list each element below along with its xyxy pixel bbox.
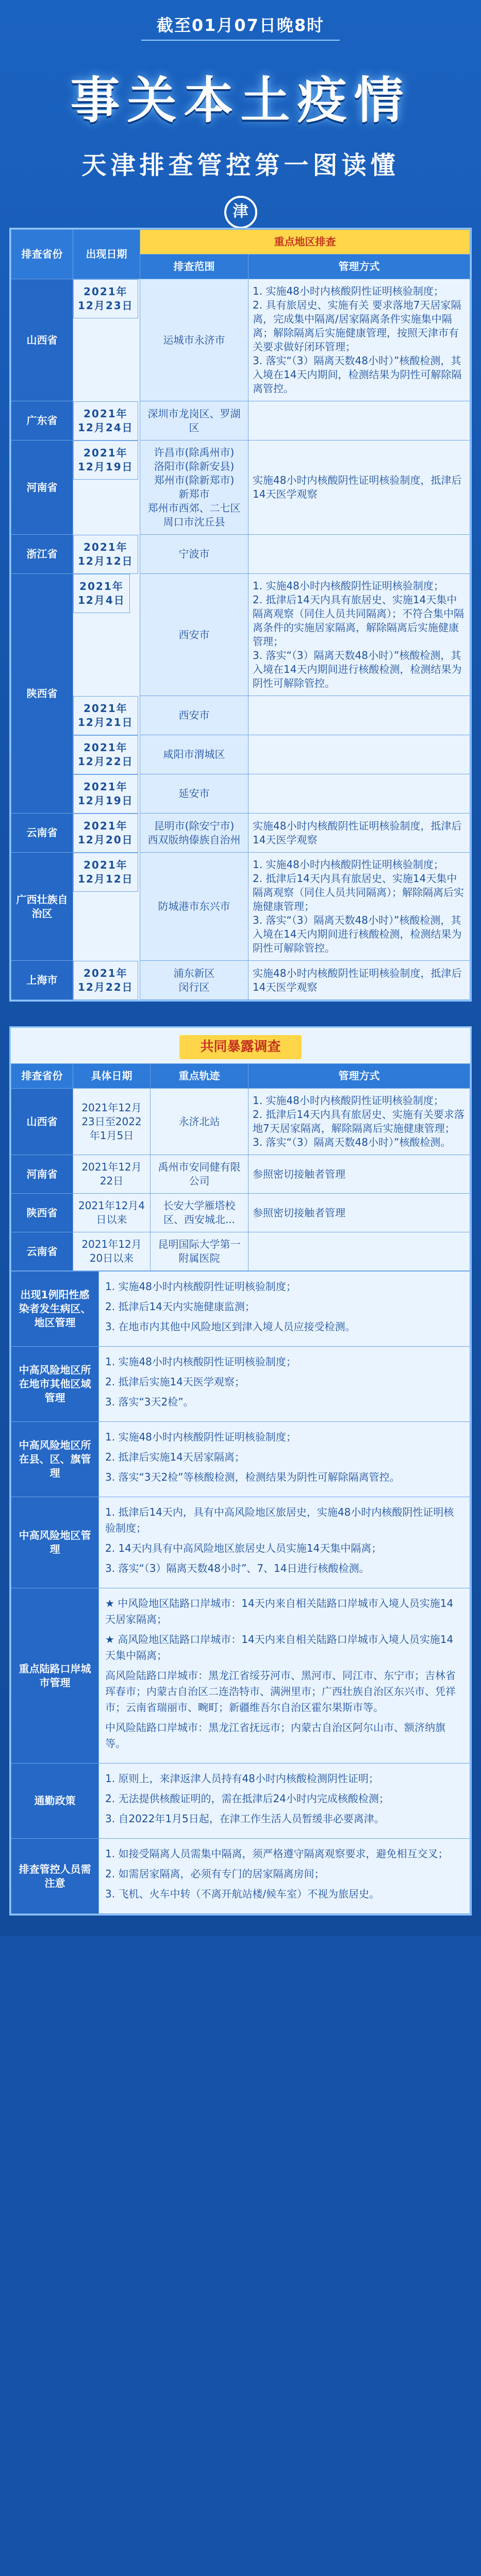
table-row bbox=[11, 1232, 470, 1271]
province-cell: 陕西省 bbox=[11, 574, 73, 814]
date-cell: 2021年 12月19日 bbox=[73, 440, 138, 480]
point-cell: 永济北站 bbox=[151, 1089, 248, 1155]
area-cell: 延安市 bbox=[140, 774, 248, 814]
date-cell: 2021年 12月23日 bbox=[73, 279, 138, 318]
date-cell: 2021年12月4日以来 bbox=[73, 1194, 151, 1232]
measure-cell bbox=[248, 1232, 470, 1271]
policy-paragraph: 2. 如需居家隔离，必须有专门的居家隔离房间； bbox=[105, 1868, 325, 1880]
policy-paragraph: 高风险陆路口岸城市：黑龙江省绥芬河市、黑河市、同江市、东宁市；吉林省珲春市；内蒙古自治区二连浩特市、满洲里市；广西壮族自治区东兴市、凭祥市；云南省瑞丽市、畹町；新疆维吾尔自治区霍尔果斯市等。 bbox=[105, 1669, 456, 1714]
date-cell: 2021年12月20日以来 bbox=[73, 1232, 151, 1271]
point-cell: 禹州市安同健有限公司 bbox=[151, 1155, 248, 1194]
policy-paragraph: 1. 抵津后14天内，具有中高风险地区旅居史，实施48小时内核酸阴性证明核验制度； bbox=[105, 1506, 454, 1535]
measure-cell bbox=[248, 401, 470, 440]
col-date: 出现日期 bbox=[73, 230, 140, 279]
section-exposure bbox=[9, 1026, 472, 1916]
date-cell: 2021年 12月20日 bbox=[73, 814, 138, 853]
measure-cell: 实施48小时内核酸阴性证明核验制度，抵津后14天医学观察 bbox=[248, 440, 470, 535]
date-cell: 2021年 12月21日 bbox=[73, 696, 138, 735]
province-cell: 云南省 bbox=[11, 814, 73, 853]
col-point-2: 重点轨迹 bbox=[151, 1064, 248, 1089]
policy-paragraph: 3. 飞机、火车中转（不离开航站楼/候车室）不视为旅居史。 bbox=[105, 1888, 380, 1901]
policy-paragraph: 3. 落实“3天2检”。 bbox=[105, 1396, 194, 1409]
policy-row bbox=[11, 1347, 470, 1422]
measure-cell bbox=[248, 774, 470, 814]
table-row bbox=[11, 1155, 470, 1194]
table-row bbox=[11, 961, 470, 1000]
date-cell: 2021年 12月12日 bbox=[73, 535, 138, 574]
policy-text bbox=[99, 1588, 470, 1764]
table-row bbox=[11, 574, 470, 696]
area-cell: 西安市 bbox=[140, 696, 248, 735]
policy-row bbox=[11, 1839, 470, 1914]
policy-paragraph: 2. 抵津后实施14天居家隔离； bbox=[105, 1451, 245, 1464]
policy-table bbox=[11, 1271, 470, 1914]
area-cell: 宁波市 bbox=[140, 535, 248, 574]
policy-paragraph: 1. 实施48小时内核酸阴性证明核验制度； bbox=[105, 1280, 296, 1293]
measure-cell: 1. 实施48小时内核酸阴性证明核验制度； 2. 抵津后14天内具有旅居史、实施有关要求落地7天居家隔离，解除隔离后实施健康管理； 3. 落实“（3）隔离天数48小时）”核酸检测。 bbox=[248, 1089, 470, 1155]
table-row bbox=[11, 401, 470, 440]
area-cell: 昆明市(除安宁市) 西双版纳傣族自治州 bbox=[140, 814, 248, 853]
section-key-areas bbox=[9, 228, 472, 1002]
table-row bbox=[11, 535, 470, 574]
policy-row bbox=[11, 1497, 470, 1588]
date-cell: 2021年 12月19日 bbox=[73, 774, 138, 814]
measure-cell bbox=[248, 535, 470, 574]
zone-header: 重点地区排查 bbox=[140, 230, 470, 255]
header bbox=[0, 11, 481, 228]
col-measure-2: 管理方式 bbox=[248, 1064, 470, 1089]
date-cell: 2021年 12月12日 bbox=[73, 853, 138, 892]
policy-paragraph: 中风险陆路口岸城市：黑龙江省抚远市；内蒙古自治区阿尔山市、额济纳旗等。 bbox=[105, 1721, 445, 1750]
province-cell: 浙江省 bbox=[11, 535, 73, 574]
table-row bbox=[11, 1089, 470, 1155]
measure-cell: 1. 实施48小时内核酸阴性证明核验制度； 2. 具有旅居史、实施有关 要求落地7天居家隔离，完成集中隔离/居家隔离条件实施集中隔离；解除隔离后实施健康管理，按照天津市有关要求做好闭环管理； 3. 落实“（3）隔离天数48小时）”核酸检测，其入境在14天内期间，检测结果为阴性可解除隔离管控。 bbox=[248, 279, 470, 401]
col-measure: 管理方式 bbox=[248, 255, 470, 279]
measure-cell: 参照密切接触者管理 bbox=[248, 1155, 470, 1194]
policy-text bbox=[99, 1347, 470, 1422]
col-date-2: 具体日期 bbox=[73, 1064, 151, 1089]
policy-paragraph: 3. 落实“（3）隔离天数48小时”、7、14日进行核酸检测。 bbox=[105, 1562, 370, 1575]
date-cell: 2021年 12月22日 bbox=[73, 735, 138, 774]
date-cell: 2021年 12月4日 bbox=[73, 574, 130, 613]
policy-paragraph: 2. 无法提供核酸证明的，需在抵津后24小时内完成核酸检测； bbox=[105, 1792, 389, 1805]
policy-label: 排查管控人员需注意 bbox=[11, 1839, 99, 1914]
province-cell: 云南省 bbox=[11, 1232, 73, 1271]
table-row bbox=[11, 735, 470, 774]
table-row bbox=[11, 853, 470, 961]
province-cell: 广东省 bbox=[11, 401, 73, 440]
policy-paragraph: 2. 抵津后14天内实施健康监测； bbox=[105, 1300, 255, 1313]
table-row bbox=[11, 814, 470, 853]
footer-space bbox=[0, 1916, 481, 1936]
table-row bbox=[11, 1194, 470, 1232]
measure-cell: 1. 实施48小时内核酸阴性证明核验制度； 2. 抵津后14天内具有旅居史、实施14天集中隔离观察（同住人员共同隔离）；解除隔离后实施健康管理； 3. 落实“（3）隔离天数48小时）”核酸检测，其入境在14天内期间进行核酸检测，检测结果为阴性可解除管控。 bbox=[248, 853, 470, 961]
col-province-2: 排查省份 bbox=[11, 1064, 73, 1089]
province-cell: 广西壮族自治区 bbox=[11, 853, 73, 961]
policy-paragraph: 1. 实施48小时内核酸阴性证明核验制度； bbox=[105, 1431, 296, 1444]
key-areas-table bbox=[11, 229, 470, 1000]
measure-cell: 实施48小时内核酸阴性证明核验制度，抵津后14天医学观察 bbox=[248, 814, 470, 853]
area-cell: 深圳市龙岗区、罗湖区 bbox=[140, 401, 248, 440]
policy-paragraph: 3. 在地市内其他中风险地区到津入境人员应接受检测。 bbox=[105, 1320, 356, 1333]
policy-label: 中高风险地区所在县、区、旗管理 bbox=[11, 1422, 99, 1497]
policy-text bbox=[99, 1422, 470, 1497]
area-cell: 运城市永济市 bbox=[140, 279, 248, 401]
col-province: 排查省份 bbox=[11, 230, 73, 279]
date-line: 截至01月07日晚8时 bbox=[141, 11, 340, 41]
table-row bbox=[11, 696, 470, 735]
policy-text bbox=[99, 1764, 470, 1839]
policy-row bbox=[11, 1764, 470, 1839]
policy-label: 中高风险地区管理 bbox=[11, 1497, 99, 1588]
policy-paragraph: ★ 高风险地区陆路口岸城市：14天内来自相关陆路口岸城市入境人员实施14天集中隔离； bbox=[105, 1633, 454, 1662]
exposure-table bbox=[11, 1063, 470, 1271]
exposure-banner bbox=[11, 1028, 470, 1063]
policy-paragraph: 3. 落实“3天2检”等核酸检测，检测结果为阴性可解除隔离管控。 bbox=[105, 1471, 400, 1484]
province-cell: 河南省 bbox=[11, 440, 73, 535]
point-cell: 长安大学雁塔校区、西安城北... bbox=[151, 1194, 248, 1232]
measure-cell: 实施48小时内核酸阴性证明核验制度，抵津后14天医学观察 bbox=[248, 961, 470, 1000]
policy-paragraph: 1. 实施48小时内核酸阴性证明核验制度； bbox=[105, 1355, 296, 1368]
policy-paragraph: 2. 14天内具有中高风险地区旅居史人员实施14天集中隔离； bbox=[105, 1542, 382, 1555]
area-cell: 咸阳市渭城区 bbox=[140, 735, 248, 774]
table-row bbox=[11, 279, 470, 401]
policy-paragraph: 1. 如接受隔离人员需集中隔离，须严格遵守隔离观察要求，避免相互交叉； bbox=[105, 1848, 449, 1860]
logo-badge: 津 bbox=[224, 196, 257, 229]
measure-cell: 1. 实施48小时内核酸阴性证明核验制度； 2. 抵津后14天内具有旅居史、实施14天集中隔离观察（同住人员共同隔离）；不符合集中隔离条件的实施居家隔离，解除隔离后实施健康管理； 3. 落实“（3）隔离天数48小时）”核酸检测，其入境在14天内期间进行核酸检测，检测结果为阴性可解除管控。 bbox=[248, 574, 470, 696]
policy-paragraph: 1. 原则上，来津返津人员持有48小时内核酸检测阴性证明； bbox=[105, 1772, 379, 1785]
policy-row bbox=[11, 1422, 470, 1497]
date-cell: 2021年 12月22日 bbox=[73, 961, 138, 1000]
province-cell: 河南省 bbox=[11, 1155, 73, 1194]
area-cell: 许昌市(除禹州市) 洛阳市(除新安县) 郑州市(除新郑市) 新郑市 郑州市西郊、二七区 周口市沈丘县 bbox=[140, 440, 248, 535]
table-row bbox=[11, 440, 470, 535]
policy-paragraph: 3. 自2022年1月5日起，在津工作生活人员暂缓非必要离津。 bbox=[105, 1812, 385, 1825]
page-subtitle: 天津排查管控第一图读懂 bbox=[81, 150, 400, 180]
date-cell: 2021年 12月24日 bbox=[73, 401, 138, 440]
date-cell: 2021年12月22日 bbox=[73, 1155, 151, 1194]
policy-text bbox=[99, 1497, 470, 1588]
province-cell: 山西省 bbox=[11, 1089, 73, 1155]
measure-cell bbox=[248, 735, 470, 774]
policy-label: 重点陆路口岸城市管理 bbox=[11, 1588, 99, 1764]
page-title: 事关本土疫情 bbox=[70, 72, 411, 130]
measure-cell: 参照密切接触者管理 bbox=[248, 1194, 470, 1232]
measure-cell bbox=[248, 696, 470, 735]
province-cell: 上海市 bbox=[11, 961, 73, 1000]
policy-paragraph: 2. 抵津后实施14天医学观察； bbox=[105, 1376, 245, 1388]
col-area: 排查范围 bbox=[140, 255, 248, 279]
province-cell: 陕西省 bbox=[11, 1194, 73, 1232]
policy-text bbox=[99, 1839, 470, 1914]
policy-paragraph: ★ 中风险地区陆路口岸城市：14天内来自相关陆路口岸城市入境人员实施14天居家隔离； bbox=[105, 1597, 454, 1626]
exposure-banner-label: 共同暴露调查 bbox=[179, 1035, 301, 1059]
policy-row bbox=[11, 1588, 470, 1764]
table-row bbox=[11, 774, 470, 814]
policy-label: 通勤政策 bbox=[11, 1764, 99, 1839]
area-cell: 防城港市东兴市 bbox=[140, 853, 248, 961]
point-cell: 昆明国际大学第一附属医院 bbox=[151, 1232, 248, 1271]
policy-label: 出现1例阳性感染者发生病区、地区管理 bbox=[11, 1272, 99, 1347]
policy-row bbox=[11, 1272, 470, 1347]
policy-text bbox=[99, 1272, 470, 1347]
area-cell: 浦东新区 闵行区 bbox=[140, 961, 248, 1000]
area-cell: 西安市 bbox=[140, 574, 248, 696]
policy-label: 中高风险地区所在地市其他区域管理 bbox=[11, 1347, 99, 1422]
date-cell: 2021年12月23日至2022年1月5日 bbox=[73, 1089, 151, 1155]
province-cell: 山西省 bbox=[11, 279, 73, 401]
